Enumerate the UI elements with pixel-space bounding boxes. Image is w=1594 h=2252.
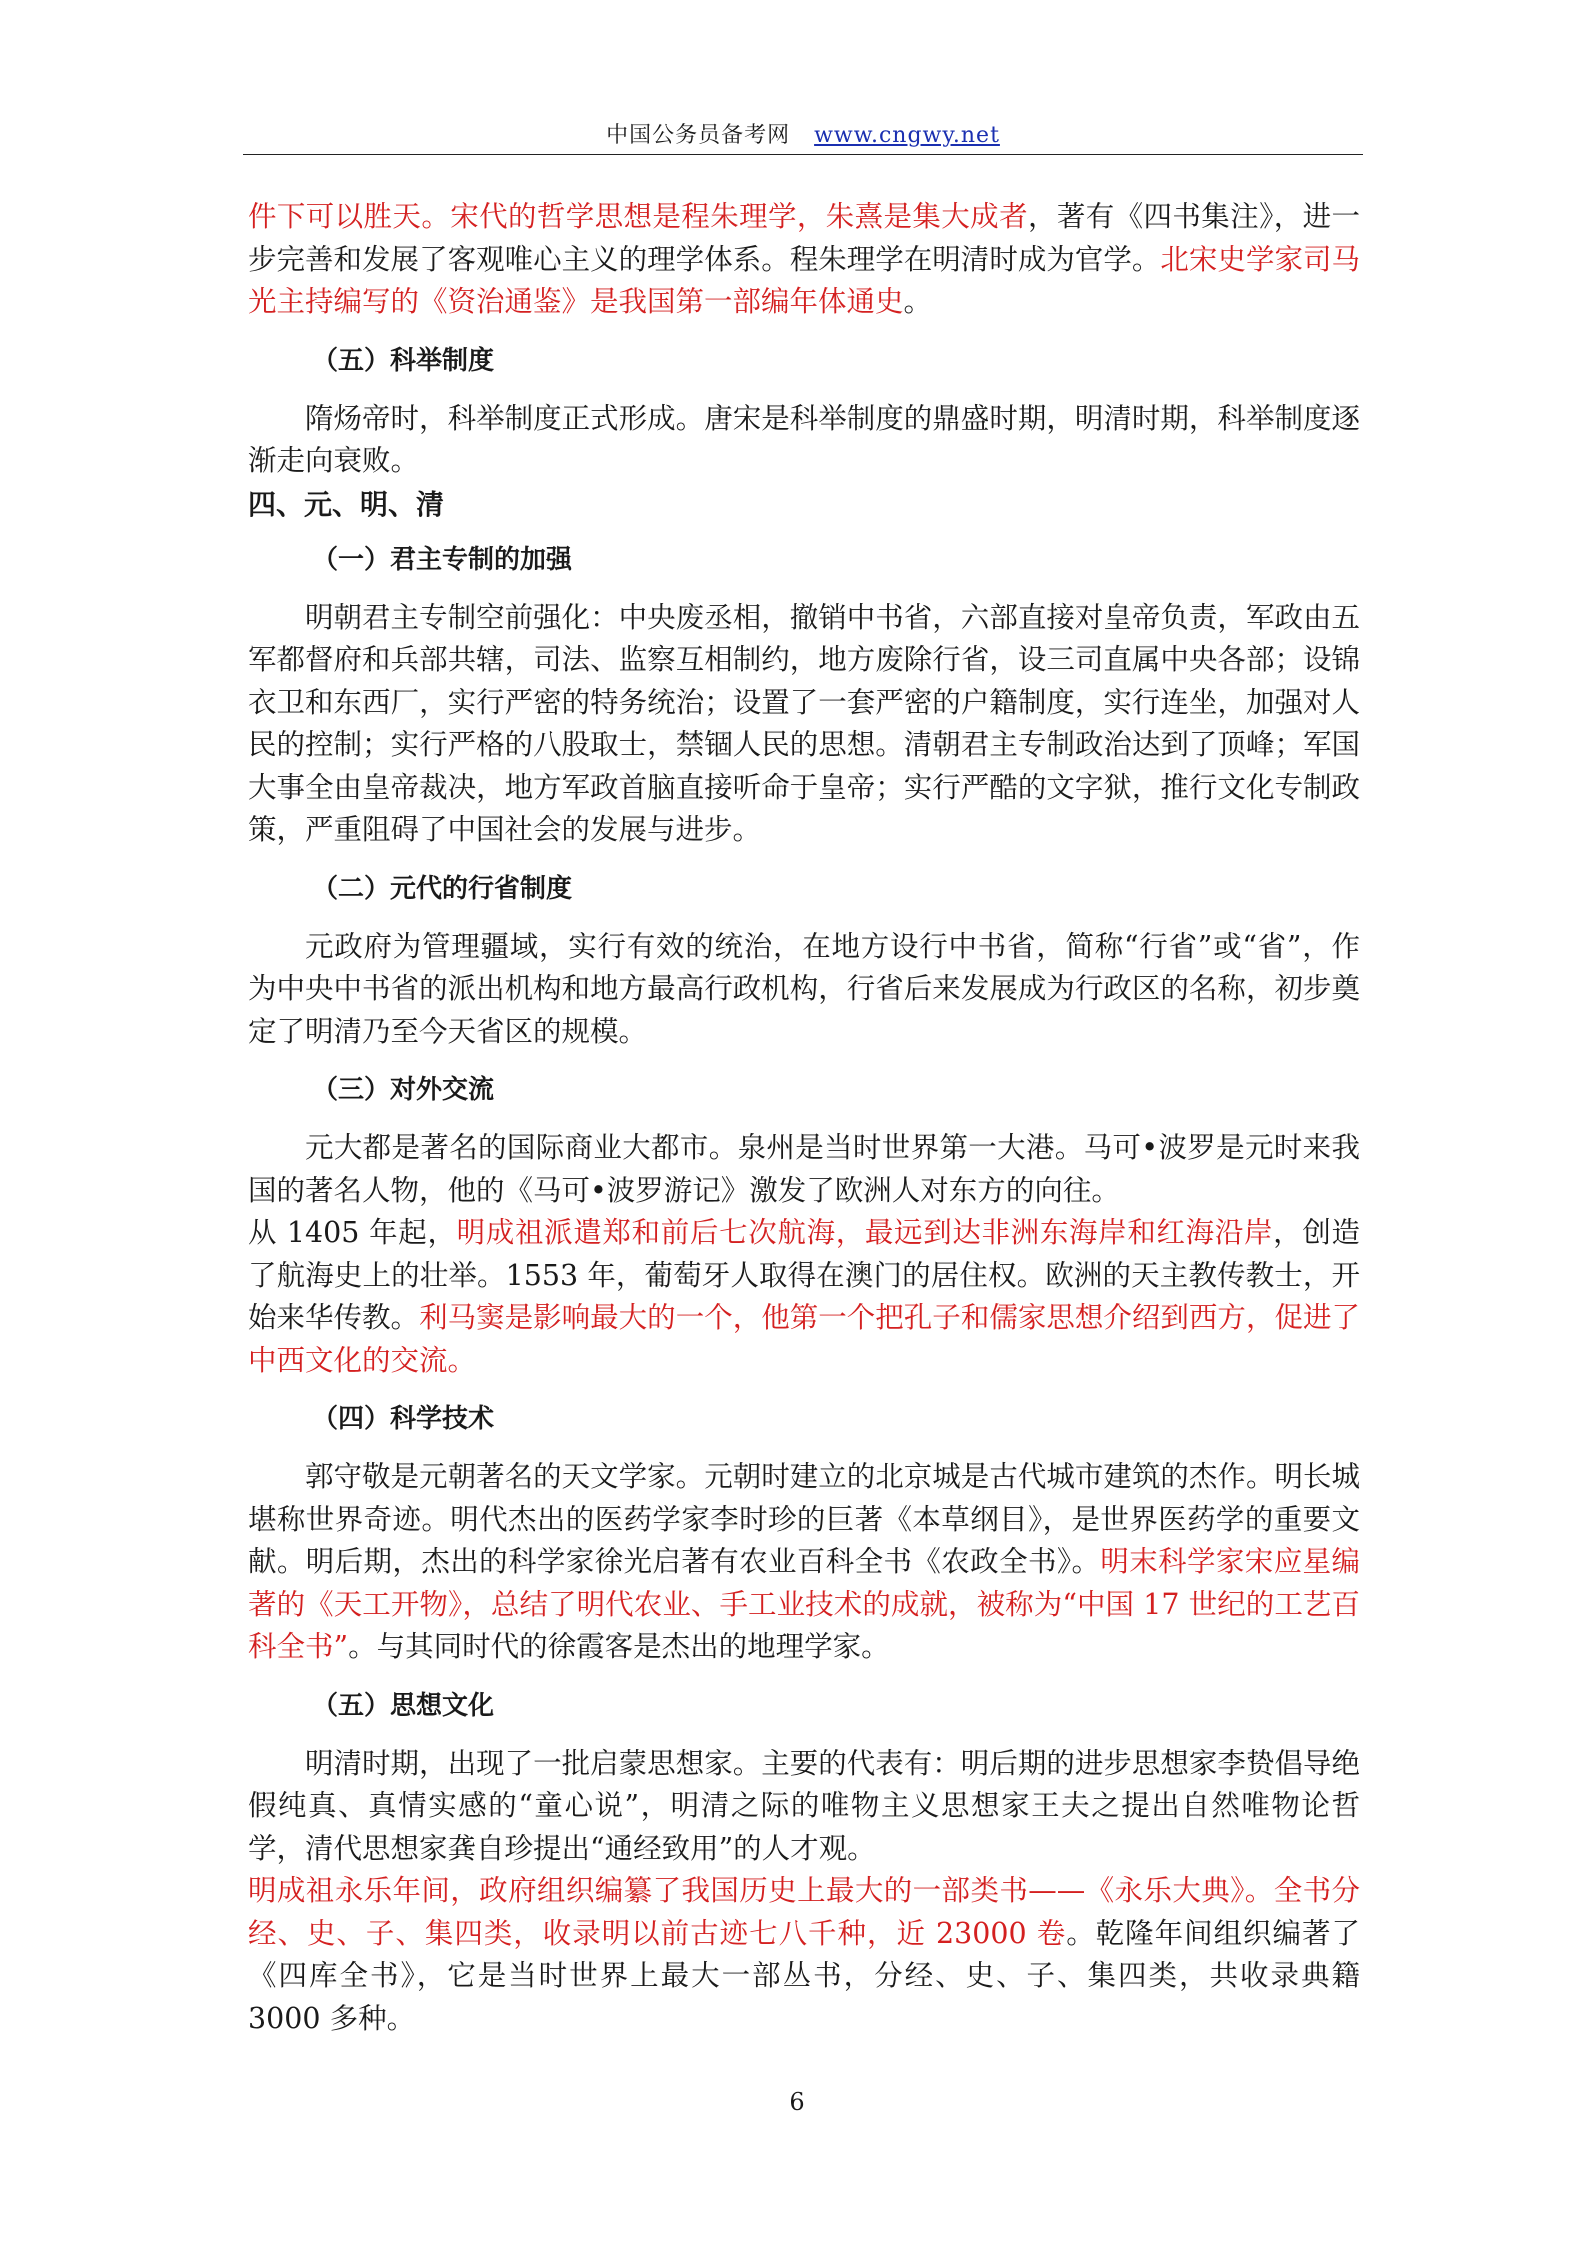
highlighted-text: 明末科学家宋应星编著的《天工开物》，总结了明代农业、手工业技术的成就，被称为“中国 17 世纪的工艺百科全书” [248, 1545, 1360, 1663]
site-url-link[interactable]: www.cngwy.net [814, 123, 1000, 148]
text-run: 。 [903, 285, 933, 318]
highlighted-text: 明成祖派遣郑和前后七次航海，最远到达非洲东海岸和红海沿岸 [456, 1216, 1274, 1249]
paragraph-sixiang-2 [248, 1870, 1360, 2040]
document-body [248, 196, 1360, 2040]
highlighted-text: 件下可以胜天。宋代的哲学思想是程朱理学，朱熹是集大成者 [248, 200, 1028, 233]
section-heading-duiwai: （三）对外交流 [312, 1075, 495, 1105]
paragraph-duiwai-1: 元大都是著名的国际商业大都市。泉州是当时世界第一大港。马可•波罗是元时来我国的著名人物，他的《马可•波罗游记》激发了欧洲人对东方的向往。 [248, 1131, 1360, 1207]
text-run: ，著有《四书集注》，进一步完善和发展了客观唯心主义的理学体系。程朱理学在明清时成为官学。 [248, 200, 1360, 276]
text-run: 从 1405 年起， [248, 1216, 457, 1249]
section-heading-sixiang: （五）思想文化 [312, 1690, 495, 1721]
section-heading-xingsheng: （二）元代的行省制度 [312, 873, 573, 904]
text-run: 。乾隆年间组织编著了《四库全书》，它是当时世界上最大一部丛书，分经、史、子、集四类，共收录典籍 3000 多种。 [248, 1916, 1360, 2035]
section-heading-keji: （四）科学技术 [312, 1404, 495, 1434]
highlighted-text: 明成祖永乐年间，政府组织编纂了我国历史上最大的一部类书——《永乐大典》。全书分经、史、子、集四类，收录明以前古迹七八千种，近 23000 卷 [248, 1874, 1360, 1950]
highlighted-text: 利马窦是影响最大的一个，他第一个把孔子和儒家思想介绍到西方，促进了中西文化的交流。 [248, 1301, 1360, 1377]
section-heading-junzhu: （一）君主专制的加强 [312, 544, 573, 575]
text-run: ，创造了航海史上的壮举。1553 年，葡萄牙人取得在澳门的居住权。欧洲的天主教传教士，开始来华传教。 [248, 1216, 1360, 1334]
paragraph-duiwai-2 [248, 1212, 1360, 1382]
header-divider [243, 154, 1363, 155]
highlighted-text: 北宋史学家司马光主持编写的《资治通鉴》是我国第一部编年体通史 [248, 242, 1360, 318]
paragraph-xingsheng: 元政府为管理疆域，实行有效的统治，在地方设行中书省，简称“行省”或“省”，作为中央中书省的派出机构和地方最高行政机构，行省后来发展成为行政区的名称，初步奠定了明清乃至今天省区的规模。 [248, 929, 1360, 1048]
paragraph-keju: 隋炀帝时，科举制度正式形成。唐宋是科举制度的鼎盛时期，明清时期，科举制度逐渐走向衰败。 [248, 401, 1360, 477]
text-run: 郭守敬是元朝著名的天文学家。元朝时建立的北京城是古代城市建筑的杰作。明长城堪称世界奇迹。明代杰出的医药学家李时珍的巨著《本草纲目》，是世界医药学的重要文献。明后期，杰出的科学家徐光启著有农业百科全书《农政全书》。 [248, 1460, 1360, 1578]
paragraph-junzhu: 明朝君主专制空前强化：中央废丞相，撤销中书省，六部直接对皇帝负责，军政由五军都督府和兵部共辖，司法、监察互相制约，地方废除行省，设三司直属中央各部；设锦衣卫和东西厂，实行严密的特务统治；设置了一套严密的户籍制度，实行连坐，加强对人民的控制；实行严格的八股取士，禁锢人民的思想。清朝君主专制政治达到了顶峰；军国大事全由皇帝裁决，地方军政首脑直接听命于皇帝；实行严酷的文字狱，推行文化专制政策，严重阻碍了中国社会的发展与进步。 [248, 600, 1360, 846]
text-run: 。与其同时代的徐霞客是杰出的地理学家。 [348, 1630, 890, 1663]
paragraph [248, 196, 1360, 324]
chapter-heading-yuan-ming-qing: 四、元、明、清 [248, 487, 445, 521]
paragraph-keji [248, 1456, 1360, 1669]
site-name: 中国公务员备考网 [606, 123, 791, 148]
page-number: 6 [789, 2088, 805, 2116]
section-heading-keju: （五）科举制度 [312, 345, 495, 376]
page-header [243, 118, 1363, 149]
paragraph-sixiang-1: 明清时期，出现了一批启蒙思想家。主要的代表有：明后期的进步思想家李贽倡导绝假纯真、真情实感的“童心说”，明清之际的唯物主义思想家王夫之提出自然唯物论哲学，清代思想家龚自珍提出“通经致用”的人才观。 [248, 1746, 1360, 1865]
